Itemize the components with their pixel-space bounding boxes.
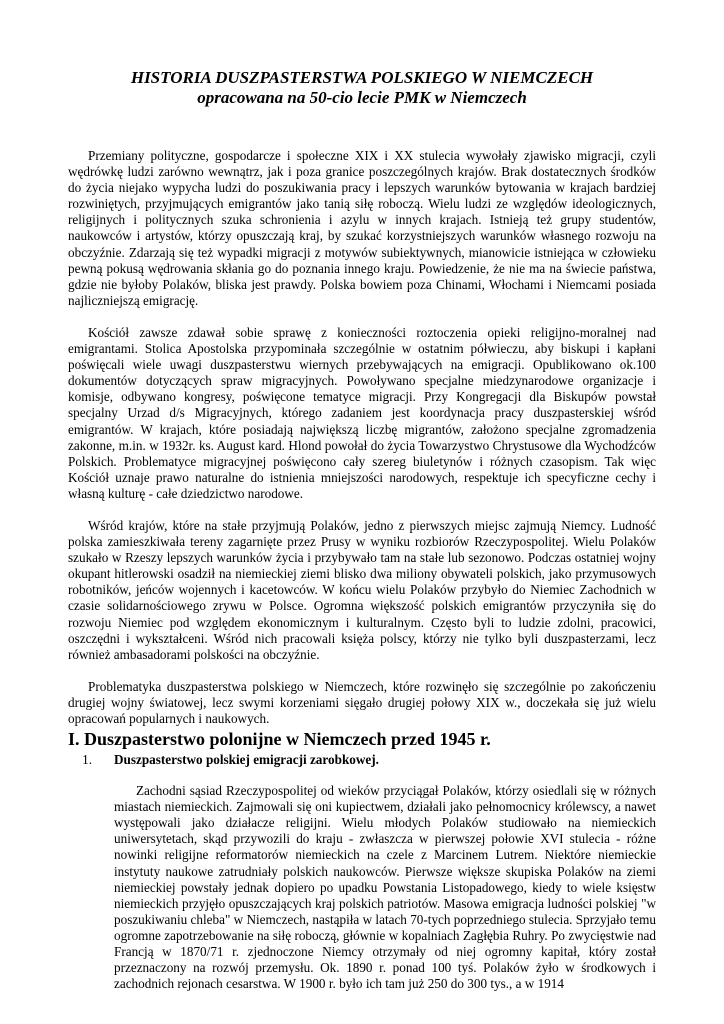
paragraph-poles-in-germany: Wśród krajów, które na stałe przyjmują Polaków, jedno z pierwszych miejsc zajmują Niemcy. Ludność polska zamieszkiwała tereny zagarnięte przez Prusy w wyniku rozbiorów Rzeczypospolitej. Wielu Polaków szukało w Rzeszy lepszych warunków życia i przybywało tam na stałe lub sezonowo. Podczas ostatniej wojny okupant hitlerowski osadził na niemieckiej ziemi blisko dwa miliony obywateli polskich, jako przymusowych robotników, jeńców wojennych i kacetowców. W końcu wielu Polaków przybyło do Niemiec Zachodnich w czasie solidarnościowego zrywu w Polsce. Ogromna większość polskich emigrantów przyczyniła się do rozwoju Niemiec pod względem ekonomicznym i kulturalnym. Często byli to ludzie zdolni, pracowici, oszczędni i wykształceni. Wśród nich pracowali księża polscy, którzy nie tylko byli duszpasterzami, lecz również ambasadorami polskości na obczyźnie. — [68, 517, 656, 662]
section-heading: I. Duszpasterstwo polonijne w Niemczech przed 1945 r. — [68, 729, 491, 750]
paragraph-migration-intro: Przemiany polityczne, gospodarcze i społeczne XIX i XX stulecia wywołały zjawisko migracji, czyli wędrówkę ludzi zarówno wewnątrz, jak i poza granice poszczególnych krajów. Brak dostatecznych środków do życia niejako wypycha ludzi do poszukiwania pracy i lepszych warunków bytowania w krajach bardziej rozwiniętych, przyjmujących emigrantów jako tanią siłę roboczą. Wielu ludzi ze względów ideologicznych, religijnych i politycznych szuka schronienia i azylu w innych krajach. Istnieją też grupy studentów, naukowców i artystów, którzy opuszczają kraj, by szukać korzystniejszych warunków własnego rozwoju na obczyźnie. Zdarzają się też wypadki migracji z motywów subiektywnych, mianowicie istniejąca w człowieku pewną pokusą wędrowania skłania go do poznania innego kraju. Powiedzenie, że nie ma na świecie państwa, gdzie nie byłoby Polaków, bliska jest prawdy. Polska bowiem poza Chinami, Włochami i Niemcami posiada najliczniejszą emigrację. — [68, 148, 656, 308]
paragraph-research-overview: Problematyka duszpasterstwa polskiego w Niemczech, które rozwinęło się szczególnie po zakończeniu drugiej wojny światowej, lecz swymi korzeniami sięgało drugiej połowy XIX w., doczekała się już wielu opracowań popularnych i naukowych. — [68, 678, 656, 726]
paragraph-economic-emigration: Zachodni sąsiad Rzeczypospolitej od wieków przyciągał Polaków, którzy osiedlali się w różnych miastach niemieckich. Zajmowali się oni kupiectwem, działali jako pełnomocnicy królewscy, a nawet występowali jako działacze religijni. Wielu młodych Polaków studiowało na niemieckich uniwersytetach, skąd przywozili do kraju - zwłaszcza w pierwszej połowie XVI stulecia - różne nowinki religijne reformatorów niemieckich na czele z Marcinem Lutrem. Niektóre niemieckie instytuty naukowe zatrudniały polskich naukowców. Pierwsze większe skupiska Polaków na ziemi niemieckiej powstały jednak dopiero po upadku Powstania Listopadowego, kiedy to wiele księstw niemieckich przyjęło opuszczających kraj polskich patriotów. Masowa emigracja ludności polskiej "w poszukiwaniu chleba" w Niemczech, nastąpiła w latach 70-tych poprzedniego stulecia. Sprzyjało temu ogromne zapotrzebowanie na siłę roboczą, głównie w kopalniach Zagłębia Ruhry. Po zwycięstwie nad Francją w 1870/71 r. zjednoczone Niemcy otrzymały od niej ogromny kapitał, który został przeznaczony na rozwój przemysłu. Ok. 1890 r. ponad 100 tyś. Polaków żyło w środkowych i zachodnich rejonach cesarstwa. W 1900 r. było ich tam już 250 do 300 tys., a w 1914 — [114, 783, 656, 992]
subsection-body — [114, 783, 656, 992]
subsection-heading-row — [68, 751, 656, 768]
document-title — [68, 68, 656, 108]
subsection-number: 1. — [82, 752, 92, 768]
document-page — [68, 68, 656, 992]
title-line-2: opracowana na 50-cio lecie PMK w Niemczech — [197, 88, 527, 107]
paragraph-church-care: Kościół zawsze zdawał sobie sprawę z konieczności roztoczenia opieki religijno-moralnej nad emigrantami. Stolica Apostolska przypominała szczególnie w ostatnim półwieczu, aby biskupi i kapłani poświęcali wiele uwagi duszpasterstwu wiernych przebywających na emigracji. Opublikowano ok.100 dokumentów dotyczących spraw migracyjnych. Powoływano specjalne miedzynarodowe organizacje i komisje, odbywano kongresy, poświęcone tematyce migracji. Przy Kongregacji dla Biskupów powstał specjalny Urzad d/s Migracyjnych, którego zadaniem jest koordynacja pracy duszpasterskiej wśród emigrantów. W krajach, które posiadają największą liczbę migrantów, założono specjalne zgromadzenia zakonne, m.in. w 1932r. ks. August kard. Hlond powołał do życia Towarzystwo Chrystusowe dla Wychodźców Polskich. Problematyce migracyjnej poświęcono cały szereg biuletynów i różnych czasopism. Tak więc Kościół uznaje prawo naturalne do istnienia mniejszości narodowych, respektuje ich specyficzne cechy i własną kulturę - całe dziedzictwo narodowe. — [68, 324, 656, 501]
subsection-heading: Duszpasterstwo polskiej emigracji zarobkowej. — [114, 752, 379, 768]
title-line-1: HISTORIA DUSZPASTERSTWA POLSKIEGO W NIEMCZECH — [130, 68, 594, 87]
